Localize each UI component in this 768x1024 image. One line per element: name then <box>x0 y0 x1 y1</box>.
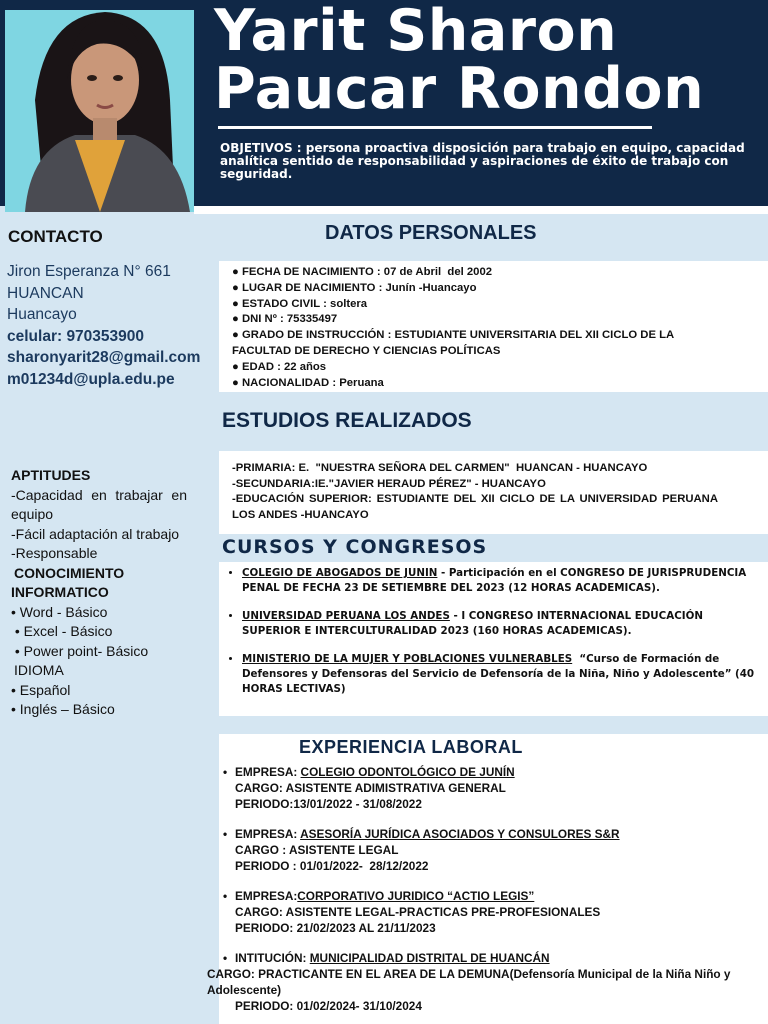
informatics-title-1: CONOCIMIENTO <box>14 564 125 581</box>
company-name: MUNICIPALIDAD DISTRITAL DE HUANCÁN <box>309 951 550 965</box>
informatics-item: • Power point- Básico <box>11 642 149 659</box>
header-divider <box>194 206 768 214</box>
cursos-list <box>242 566 758 697</box>
company-label: INTITUCIÓN: <box>235 951 310 965</box>
datos-line: ● LUGAR DE NACIMIENTO : Junín -Huancayo <box>232 281 477 294</box>
contact-email-1[interactable]: sharonyarit28@gmail.com <box>7 349 201 366</box>
aptitudes-title: APTITUDES <box>11 467 91 483</box>
curso-desc: “Curso de Formación de Defensores y Defensoras del Servicio de Defensoría de la Niña, Niño y Adolescente” (40 HORAS LECTIVAS) <box>242 653 758 695</box>
curso-org: MINISTERIO DE LA MUJER Y POBLACIONES VULNERABLES <box>242 653 573 665</box>
informatics-item: • Excel - Básico <box>11 623 113 639</box>
profile-photo <box>5 10 194 212</box>
candidate-name <box>214 0 759 122</box>
objective-text: OBJETIVOS : persona proactiva disposición para trabajo en equipo, capacidad analítica sentido de responsabilidad y aspiraciones de éxito de trabajo con seguridad. <box>220 141 745 181</box>
experiencia-period: PERIODO: 01/02/2024- 31/10/2024 <box>235 999 422 1013</box>
experiencia-company-line <box>221 888 761 904</box>
company-label: EMPRESA: <box>235 889 298 903</box>
datos-line: FACULTAD DE DERECHO Y CIENCIAS POLÍTICAS <box>232 344 501 357</box>
curso-org: UNIVERSIDAD PERUANA LOS ANDES <box>242 610 450 622</box>
contact-title: CONTACTO <box>8 227 103 246</box>
datos-line: ● DNI Nº : 75335497 <box>232 313 338 326</box>
company-label: EMPRESA: <box>235 765 301 779</box>
language-item: • Español <box>11 681 71 698</box>
curso-item <box>242 609 758 639</box>
language-item: • Inglés – Básico <box>11 701 115 717</box>
experiencia-item <box>221 764 761 812</box>
experiencia-title: EXPERIENCIA LABORAL <box>299 737 523 757</box>
aptitude-item: -Responsable <box>11 545 98 561</box>
aptitudes-section <box>11 466 187 720</box>
experiencia-role: CARGO: PRACTICANTE EN EL AREA DE LA DEMUNA(Defensoría Municipal de la Niña Niño y Adolescente) <box>207 967 731 997</box>
contact-address: Jiron Esperanza N° 661 <box>7 263 171 280</box>
experiencia-company-line <box>221 764 761 780</box>
estudios-panel <box>219 451 768 534</box>
estudios-superior: -EDUCACIÓN SUPERIOR: ESTUDIANTE DEL XII CICLO DE LA UNIVERSIDAD PERUANA LOS ANDES -HUANCAYO <box>232 493 718 521</box>
cursos-title: CURSOS Y CONGRESOS <box>222 536 488 558</box>
experiencia-item <box>221 888 761 936</box>
estudios-primaria: -PRIMARIA: E. "NUESTRA SEÑORA DEL CARMEN" HUANCAN - HUANCAYO <box>232 462 648 474</box>
curso-desc: - I CONGRESO INTERNACIONAL EDUCACIÓN SUPERIOR E INTERCULTURALIDAD 2023 (160 HORAS ACADEMICAS). <box>242 610 703 637</box>
contact-email-2[interactable]: m01234d@upla.edu.pe <box>7 370 175 388</box>
experiencia-role: CARGO: ASISTENTE LEGAL-PRACTICAS PRE-PROFESIONALES <box>235 905 601 919</box>
experiencia-period: PERIODO:13/01/2022 - 31/08/2022 <box>235 797 422 811</box>
estudios-title: ESTUDIOS REALIZADOS <box>222 409 472 432</box>
language-title: IDIOMA <box>14 662 64 678</box>
contact-district: HUANCAN <box>7 284 84 302</box>
cursos-panel <box>219 562 768 716</box>
contact-info <box>7 261 217 390</box>
experiencia-company-line <box>221 826 761 842</box>
aptitude-item: -Capacidad en trabajar en equipo <box>11 486 187 522</box>
experiencia-item <box>221 826 761 874</box>
experiencia-period: PERIODO: 21/02/2023 AL 21/11/2023 <box>235 921 436 935</box>
datos-line: ● ESTADO CIVIL : soltera <box>232 297 368 310</box>
experiencia-role: CARGO : ASISTENTE LEGAL <box>235 843 399 857</box>
curso-item <box>242 566 758 596</box>
datos-line: ● GRADO DE INSTRUCCIÓN : ESTUDIANTE UNIVERSITARIA DEL XII CICLO DE LA <box>232 329 675 342</box>
experiencia-role: CARGO: ASISTENTE ADIMISTRATIVA GENERAL <box>235 781 506 795</box>
curso-desc: - Participación en el CONGRESO DE JURISPRUDENCIA PENAL DE FECHA 23 DE SETIEMBRE DEL 2023 (12 HORAS ACADEMICAS). <box>242 567 747 594</box>
experiencia-item <box>207 950 761 1014</box>
contact-phone: celular: 970353900 <box>7 327 145 345</box>
informatics-item: • Word - Básico <box>11 603 108 620</box>
experiencia-company-line <box>221 950 761 966</box>
contact-city: Huancayo <box>7 306 77 323</box>
name-line-2: Paucar Rondon <box>214 56 705 122</box>
datos-line: ● NACIONALIDAD : Peruana <box>232 376 384 389</box>
name-line-1: Yarit Sharon <box>214 0 618 64</box>
datos-panel <box>219 261 768 392</box>
estudios-secundaria: -SECUNDARIA:IE."JAVIER HERAUD PÉREZ" - HUANCAYO <box>232 477 546 490</box>
experiencia-period: PERIODO : 01/01/2022- 28/12/2022 <box>235 859 429 873</box>
datos-line: ● FECHA DE NACIMIENTO : 07 de Abril del 2002 <box>232 266 493 278</box>
curso-item <box>242 652 758 697</box>
company-name: ASESORÍA JURÍDICA ASOCIADOS Y CONSULORES S&R <box>300 827 620 841</box>
datos-line: ● EDAD : 22 años <box>232 360 327 373</box>
company-name: CORPORATIVO JURIDICO “ACTIO LEGIS” <box>297 889 535 903</box>
name-underline <box>218 126 652 129</box>
informatics-title-2: INFORMATICO <box>11 584 109 600</box>
aptitude-item: -Fácil adaptación al trabajo <box>11 525 180 542</box>
curso-org: COLEGIO DE ABOGADOS DE JUNIN <box>242 567 438 579</box>
experiencia-panel <box>207 734 768 1024</box>
company-label: EMPRESA: <box>235 827 301 841</box>
company-name: COLEGIO ODONTOLÓGICO DE JUNÍN <box>300 765 515 779</box>
datos-title: DATOS PERSONALES <box>325 222 537 244</box>
